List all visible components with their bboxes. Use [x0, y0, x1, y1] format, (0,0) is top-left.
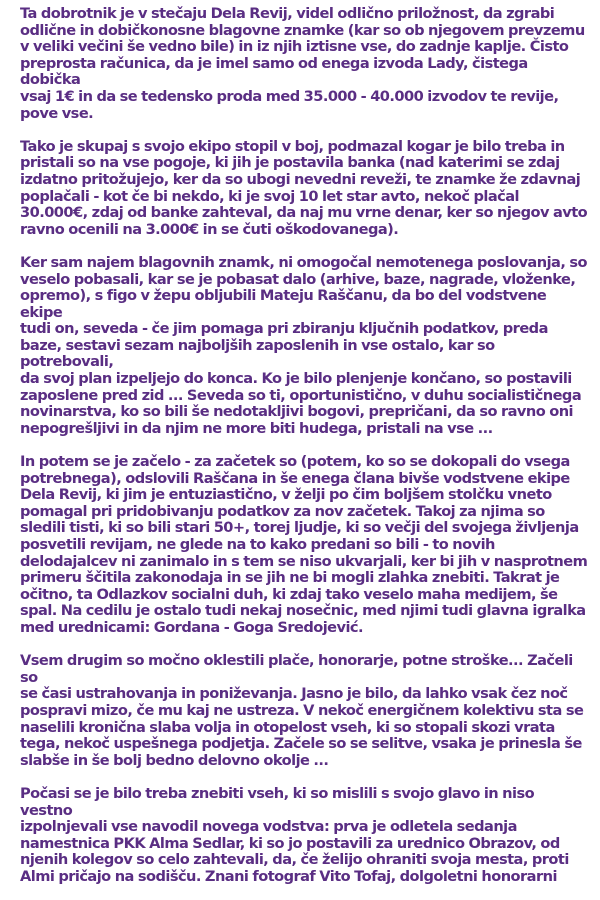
paragraph-4: In potem se je začelo - za začetek so (potem, ko so se dokopali do vsega potrebnega), odslovili Raščana in še enega člana bivše vodstvene ekipe Dela Revij, ki jim je entuziastično, v želji po čim boljšem stolčku vneto pomagal pri pridobivanju podatkov za nov začetek. Takoj za njima so sledili tisti, ki so bili stari 50+, torej ljudje, ki so večji del svojega življenja posvetili revijam, ne glede na to kako predani so bili - to novih delodajalcev ni zanimalo in s tem se niso ukvarjali, ker bi jih v nasprotnem primeru ščitila zakonodaja in se jih ne bi mogli zlahka znebiti. Takrat je očitno, ta Odlazkov socialni duh, ki zdaj tako veselo maha medijem, še spal. Na cedilu je ostalo tudi nekaj nosečnic, med njimi tudi glavna igralka med urednicami: Gordana - Goga Sredojević. [20, 453, 588, 636]
paragraph-5: Vsem drugim so močno oklestili plače, honorarje, potne stroške... Začeli so se časi ustrahovanja in poniževanja. Jasno je bilo, da lahko vsak čez noč pospravi mizo, če mu kaj ne ustreza. V nekoč energičnem kolektivu sta se naselili kronična slaba volja in otopelost vseh, ki so stopali skozi vrata tega, nekoč uspešnega podjetja. Začele so se selitve, vsaka je prinesla še slabše in še bolj bedno delovno okolje ... [20, 652, 584, 769]
paragraph-6: Počasi se je bilo treba znebiti vseh, ki so mislili s svojo glavo in niso vestno izpolnjevali vse navodil novega vodstva: prva je odletela sedanja namestnica PKK Alma Sedlar, ki so jo postavili za urednico Obrazov, od njenih kolegov so celo zahtevali, da, če želijo ohraniti svoja mesta, proti Almi pričajo na sodišču. Znani fotograf Vito Tofaj, dolgoletni honorarni [20, 784, 569, 885]
paragraph-2: Tako je skupaj s svojo ekipo stopil v boj, podmazal kogar je bilo treba in pristali so na vse pogoje, ki jih je postavila banka (nad katerimi se zdaj izdatno pritožujejo, ker da so ubogi nevedni reveži, te znamke že zdavnaj poplačali - kot če bi nekdo, ki je svoj 10 let star avto, nekoč plačal 30.000€, zdaj od banke zahteval, da naj mu vrne denar, ker so njegov avto ravno ocenili na 3.000€ in se čuti oškodovanega). [20, 137, 588, 238]
paragraph-1: Ta dobrotnik je v stečaju Dela Revij, videl odlično priložnost, da zgrabi odlične in dobičkonosne blagovne znamke (kar so ob njegovem prevzemu v veliki večini še vedno bile) in iz njih iztisne vse, do zadnje kaplje. Čisto preprosta računica, da je imel samo od enega izvoda Lady, čistega dobička vsaj 1€ in da se tedensko proda med 35.000 - 40.000 izvodov te revije, pove vse. [20, 5, 585, 122]
paragraph-3: Ker sam najem blagovnih znamk, ni omogočal nemotenega poslovanja, so veselo pobasali, kar se je pobasat dalo (arhive, baze, nagrade, vloženke, opremo), s figo v žepu obljubili Mateju Raščanu, da bo del vodstvene ekipe tudi on, seveda - če jim pomaga pri zbiranju ključnih podatkov, preda baze, sestavi sezam najboljših zaposlenih in vse ostalo, kar so potrebovali, da svoj plan izpeljejo do konca. Ko je bilo plenjenje končano, so postavili zaposlene pred zid ... Seveda so ti, oportunistično, v duhu socialističnega novinarstva, ko so bili še nedotakljivi bogovi, prepričani, da so ravno oni nepogrešljivi in da njim ne more biti hudega, pristali na vse ... [20, 253, 587, 437]
